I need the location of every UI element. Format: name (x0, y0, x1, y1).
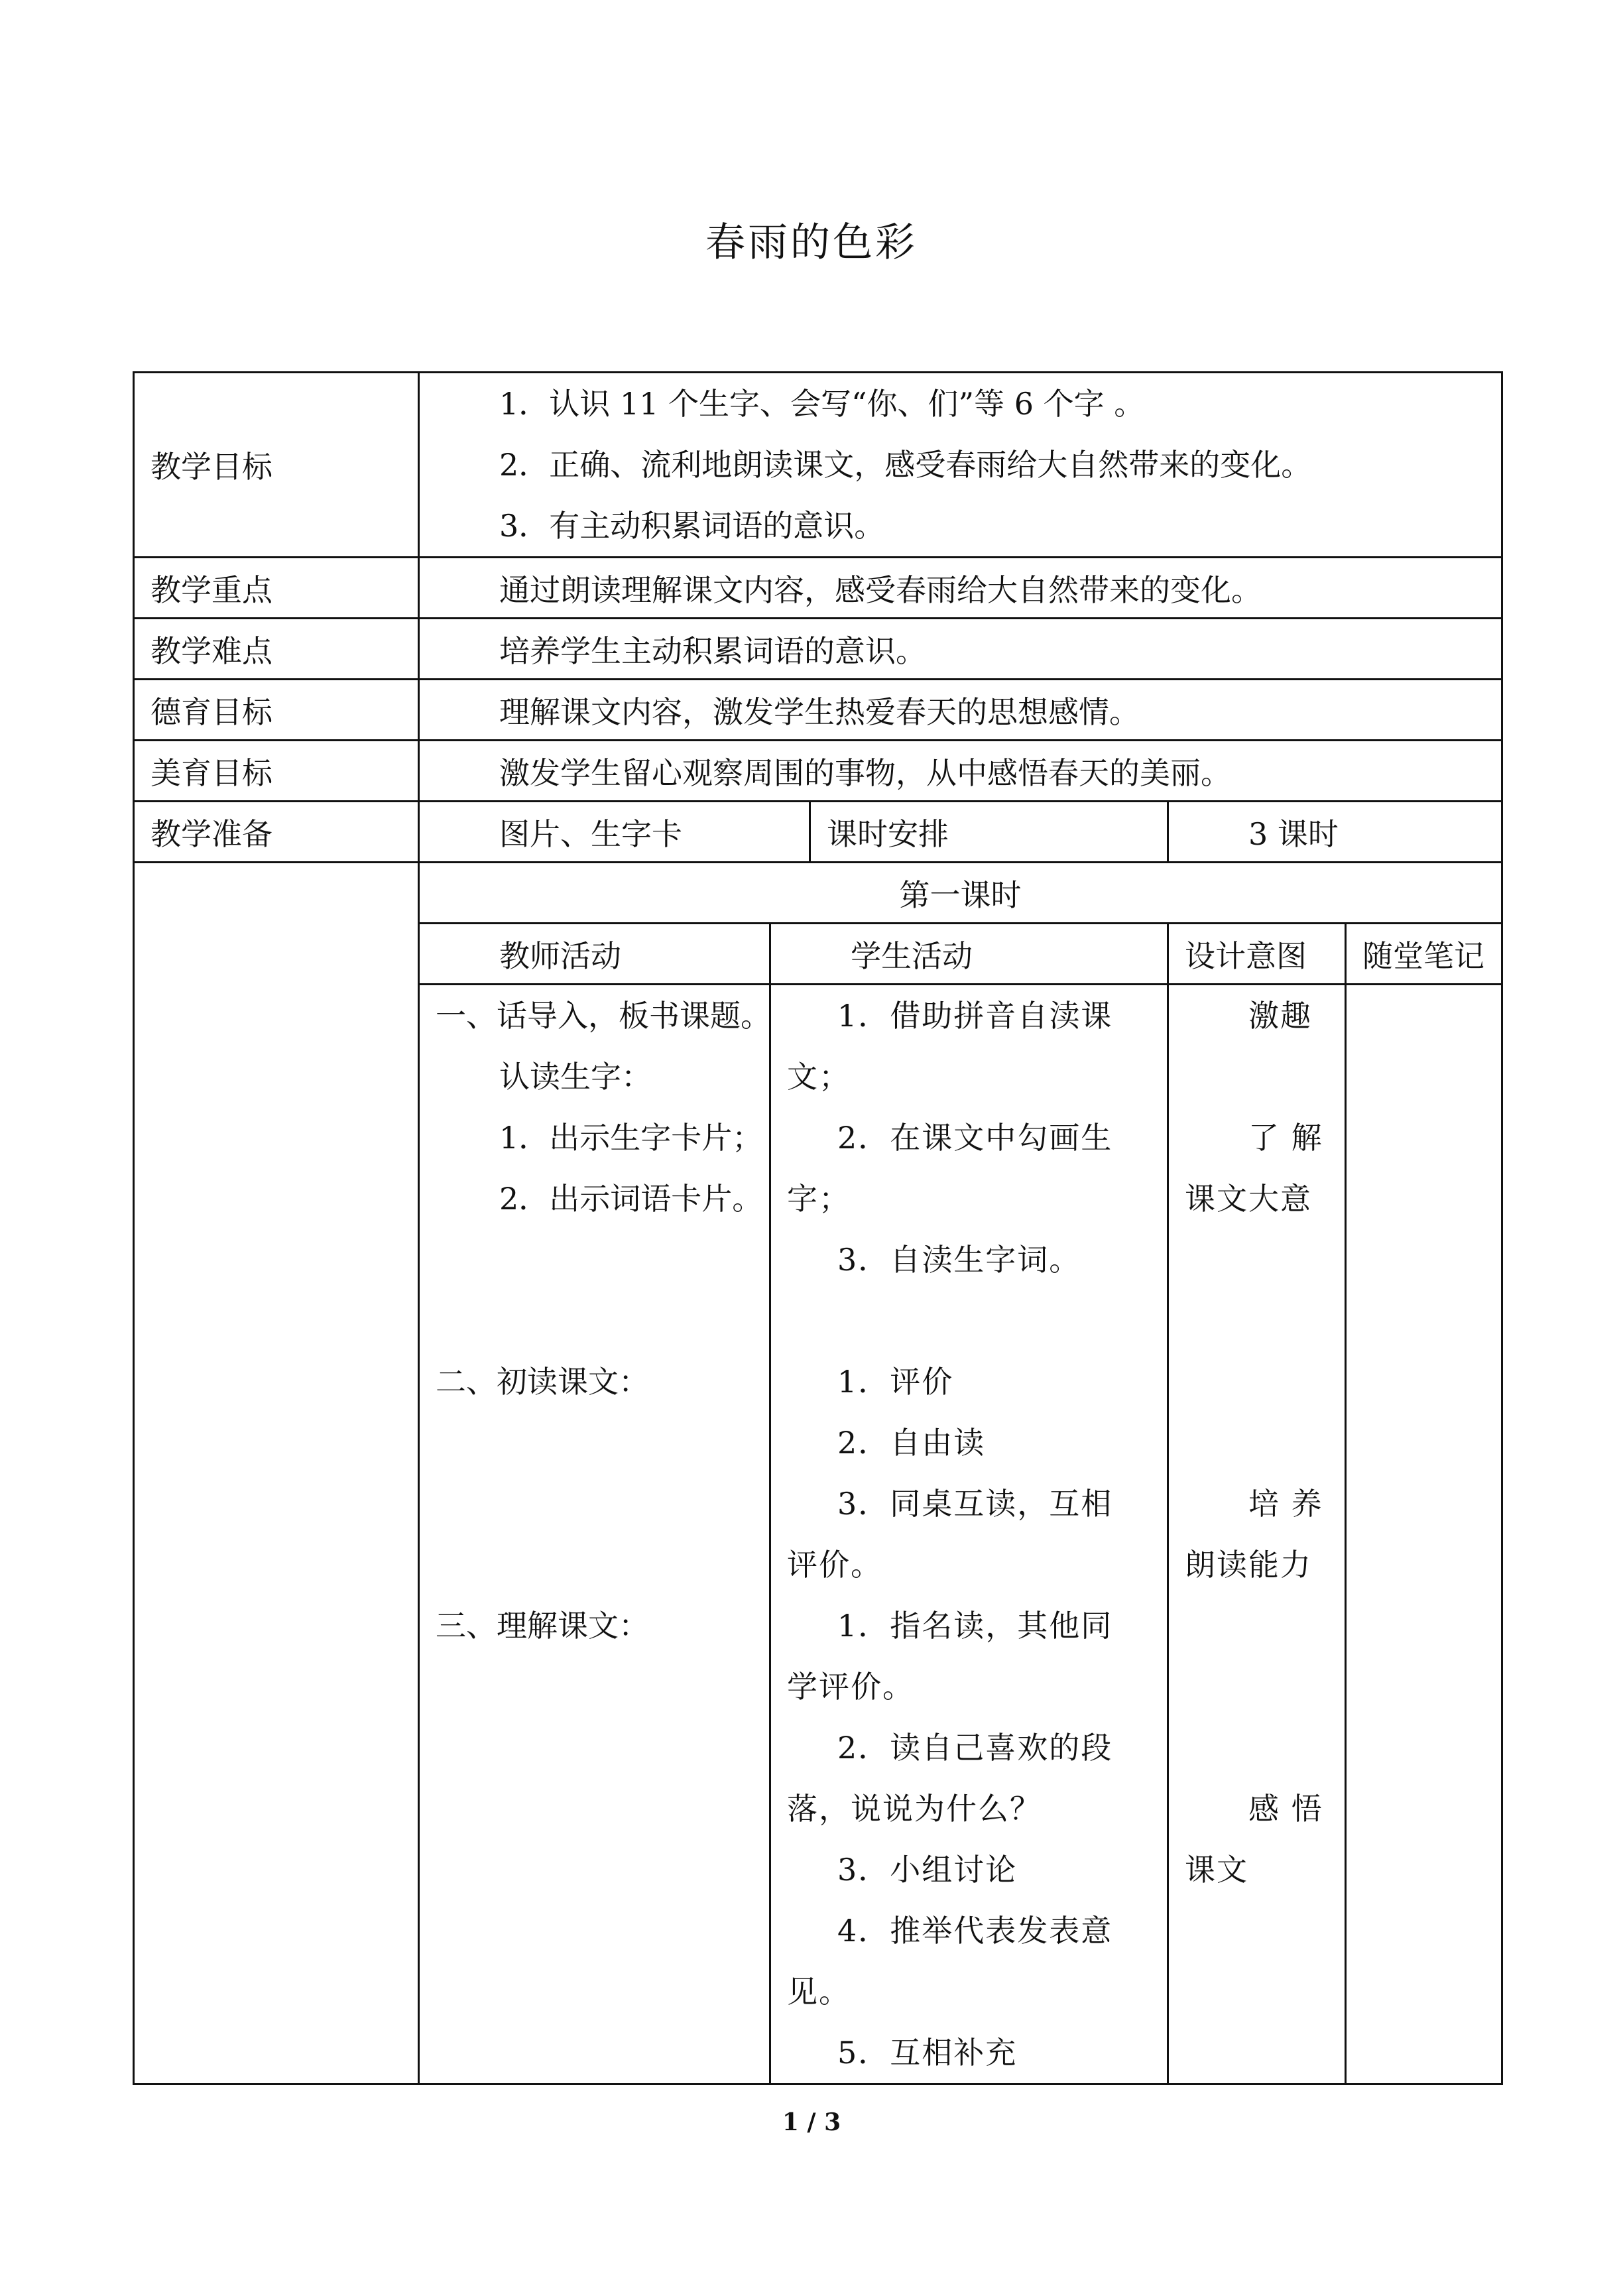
moral-label: 德育目标 (134, 680, 419, 741)
prep-value: 图片、生字卡 (419, 802, 810, 863)
student-line: 学评价。 (787, 1669, 914, 1705)
student-line: 3．自渎生字词。 (837, 1242, 1081, 1278)
design-line: 感 悟 (1248, 1791, 1323, 1827)
student-line: 4．推举代表发表意 (837, 1913, 1113, 1949)
teacher-line: 三、理解课文： (436, 1608, 649, 1644)
student-line: 2．自由读 (837, 1425, 986, 1461)
class-notes (1346, 985, 1502, 2085)
student-line: 2．在课文中勾画生 (837, 1120, 1113, 1156)
row-aesthetic (134, 741, 1502, 802)
design-line: 课文 (1185, 1852, 1248, 1888)
teacher-activities (419, 985, 770, 2085)
focus-value: 通过朗读理解课文内容，感受春雨给大自然带来的变化。 (419, 558, 1502, 619)
schedule-value: 3 课时 (1168, 802, 1502, 863)
student-line: 1．指名读，其他同 (837, 1608, 1113, 1644)
difficulty-value: 培养学生主动积累词语的意识。 (419, 619, 1502, 680)
teacher-line: 2．出示词语卡片。 (499, 1181, 763, 1217)
row-goals (134, 373, 1502, 558)
blank-left-cell (134, 863, 419, 2085)
design-line: 了 解 (1248, 1120, 1323, 1156)
student-line: 3．同桌互读，互相 (837, 1486, 1113, 1522)
student-line: 评价。 (787, 1547, 882, 1583)
student-line: 字； (787, 1181, 851, 1217)
moral-value: 理解课文内容，激发学生热爱春天的思想感情。 (419, 680, 1502, 741)
row-prep (134, 802, 1502, 863)
row-focus (134, 558, 1502, 619)
notes-header: 随堂笔记 (1346, 924, 1502, 985)
student-header: 学生活动 (770, 924, 1168, 985)
student-line: 见。 (787, 1974, 851, 2010)
goal-item: 1．认识 11 个生字、会写“你、们”等 6 个字 。 (499, 386, 1145, 422)
student-line: 5．互相补充 (837, 2035, 1018, 2071)
row-lesson-title (134, 863, 1502, 924)
student-line: 落，说说为什么？ (787, 1791, 1042, 1827)
page-title: 春雨的色彩 (705, 219, 918, 266)
teacher-line: 一、话导入，板书课题。 (436, 998, 771, 1034)
teacher-line: 二、初读课文： (436, 1364, 649, 1400)
design-line: 培 养 (1248, 1486, 1323, 1522)
student-activities (770, 985, 1168, 2085)
student-line: 3．小组讨论 (837, 1852, 1018, 1888)
lesson-title: 第一课时 (419, 863, 1502, 924)
student-line: 1．评价 (837, 1364, 954, 1400)
page-number: 1 / 3 (782, 2108, 841, 2136)
design-line: 激趣 (1248, 998, 1312, 1034)
prep-label: 教学准备 (134, 802, 419, 863)
goal-item: 2．正确、流利地朗读课文，感受春雨给大自然带来的变化。 (499, 447, 1312, 483)
aesthetic-value: 激发学生留心观察周围的事物，从中感悟春天的美丽。 (419, 741, 1502, 802)
design-header: 设计意图 (1168, 924, 1346, 985)
student-line: 文； (787, 1059, 851, 1095)
schedule-label: 课时安排 (810, 802, 1168, 863)
teacher-line: 1．出示生字卡片； (499, 1120, 763, 1156)
aesthetic-label: 美育目标 (134, 741, 419, 802)
goals-content (419, 373, 1502, 558)
row-difficulty (134, 619, 1502, 680)
row-moral (134, 680, 1502, 741)
lesson-plan-table (133, 371, 1503, 2085)
teacher-line: 认读生字： (499, 1059, 652, 1095)
difficulty-label: 教学难点 (134, 619, 419, 680)
student-line: 2．读自己喜欢的段 (837, 1730, 1113, 1766)
student-line: 1．借助拼音自渎课 (837, 998, 1113, 1034)
focus-label: 教学重点 (134, 558, 419, 619)
teacher-header: 教师活动 (419, 924, 770, 985)
goals-label: 教学目标 (134, 373, 419, 558)
design-line: 课文大意 (1185, 1181, 1312, 1217)
design-line: 朗读能力 (1185, 1547, 1312, 1583)
goal-item: 3．有主动积累词语的意识。 (499, 508, 885, 544)
design-intent (1168, 985, 1346, 2085)
